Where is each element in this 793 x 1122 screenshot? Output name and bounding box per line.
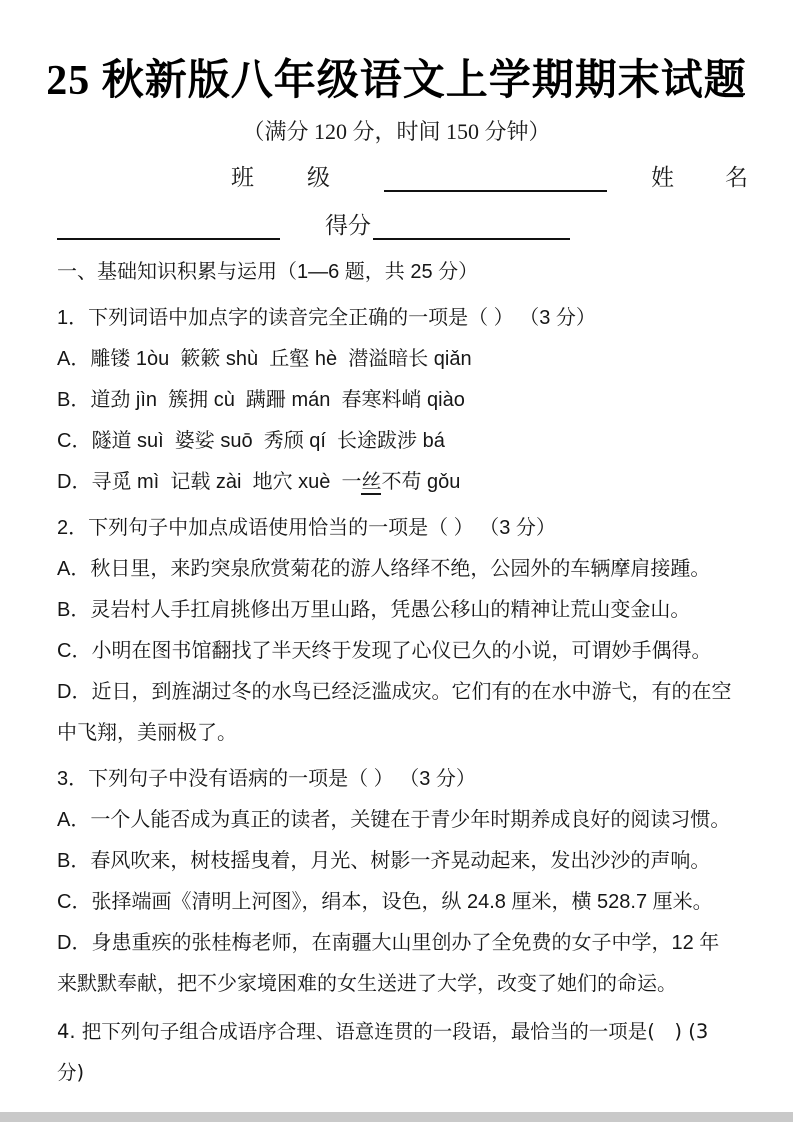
question-2-option-c: C．小明在图书馆翻找了半天终于发现了心仪已久的小说，可谓妙手偶得。 xyxy=(57,640,712,662)
question-2-option-b: B．灵岩村人手扛肩挑修出万里山路，凭愚公移山的精神让荒山变金山。 xyxy=(57,599,691,621)
question-2-stem: 2．下列句子中加点成语使用恰当的一项是（ ） （3 分） xyxy=(57,517,556,539)
page-bottom-edge xyxy=(0,1112,793,1122)
question-3-option-a: A．一个人能否成为真正的读者，关键在于青少年时期养成良好的阅读习惯。 xyxy=(57,809,731,831)
question-4-stem: 4. 把下列句子组合成语序合理、语意连贯的一段语，最恰当的一项是( ) (3 分) xyxy=(57,1020,715,1084)
question-1-option-d-prefix: D．寻觅 mì 记载 zài 地穴 xuè 一 xyxy=(57,471,362,493)
question-3-stem: 3．下列句子中没有语病的一项是（ ） （3 分） xyxy=(57,768,476,790)
class-label-char1: 班 xyxy=(231,165,254,190)
question-2-option-a: A．秋日里，来趵突泉欣赏菊花的游人络绎不绝，公园外的车辆摩肩接踵。 xyxy=(57,558,711,580)
score-label: 得分 xyxy=(325,213,371,238)
question-3-option-b: B．春风吹来，树枝摇曳着，月光、树影一齐晃动起来，发出沙沙的声响。 xyxy=(57,850,711,872)
name-label-char1: 姓 xyxy=(651,165,674,190)
name-blank[interactable] xyxy=(57,212,280,240)
question-3-option-c: C．张择端画《清明上河图》，绢本，设色，纵 24.8 厘米，横 528.7 厘米。 xyxy=(57,891,713,913)
exam-subtitle: （满分 120 分，时间 150 分钟） xyxy=(242,119,551,144)
score-row xyxy=(57,206,793,240)
question-1-stem: 1．下列词语中加点字的读音完全正确的一项是（ ） （3 分） xyxy=(57,307,596,329)
question-1-option-d-suffix: 不苟 gǒu xyxy=(381,471,461,493)
class-name-row xyxy=(231,160,793,192)
section-heading: 一、基础知识积累与运用（1—6 题，共 25 分） xyxy=(57,261,479,283)
page-title: 25 秋新版八年级语文上学期期末试题 xyxy=(46,58,747,104)
class-label-char2: 级 xyxy=(307,165,330,190)
name-label-char2: 名 xyxy=(725,165,748,190)
score-blank[interactable] xyxy=(373,212,570,240)
question-2-option-d: D．近日，到旌湖过冬的水鸟已经泛滥成灾。它们有的在水中游弋，有的在空中飞翔，美丽极了。 xyxy=(57,681,732,744)
question-1-option-d-underlined-char: 丝 xyxy=(361,471,382,493)
question-1-option-a: A．雕镂 1òu 簌簌 shù 丘壑 hè 潜溢暗长 qiǎn xyxy=(57,348,472,370)
exam-body xyxy=(0,252,793,1093)
question-1-option-d xyxy=(57,462,739,503)
question-1-option-b: B．道劲 jìn 簇拥 cù 蹒跚 mán 春寒料峭 qiào xyxy=(57,389,465,411)
question-3-option-d: D．身患重疾的张桂梅老师，在南疆大山里创办了全免费的女子中学，12 年来默默奉献，把不少家境困难的女生送进了大学，改变了她们的命运。 xyxy=(57,932,720,995)
question-1-option-c: C．隧道 suì 婆娑 suō 秀颀 qí 长途跋涉 bá xyxy=(57,430,445,452)
class-blank[interactable] xyxy=(384,164,607,192)
